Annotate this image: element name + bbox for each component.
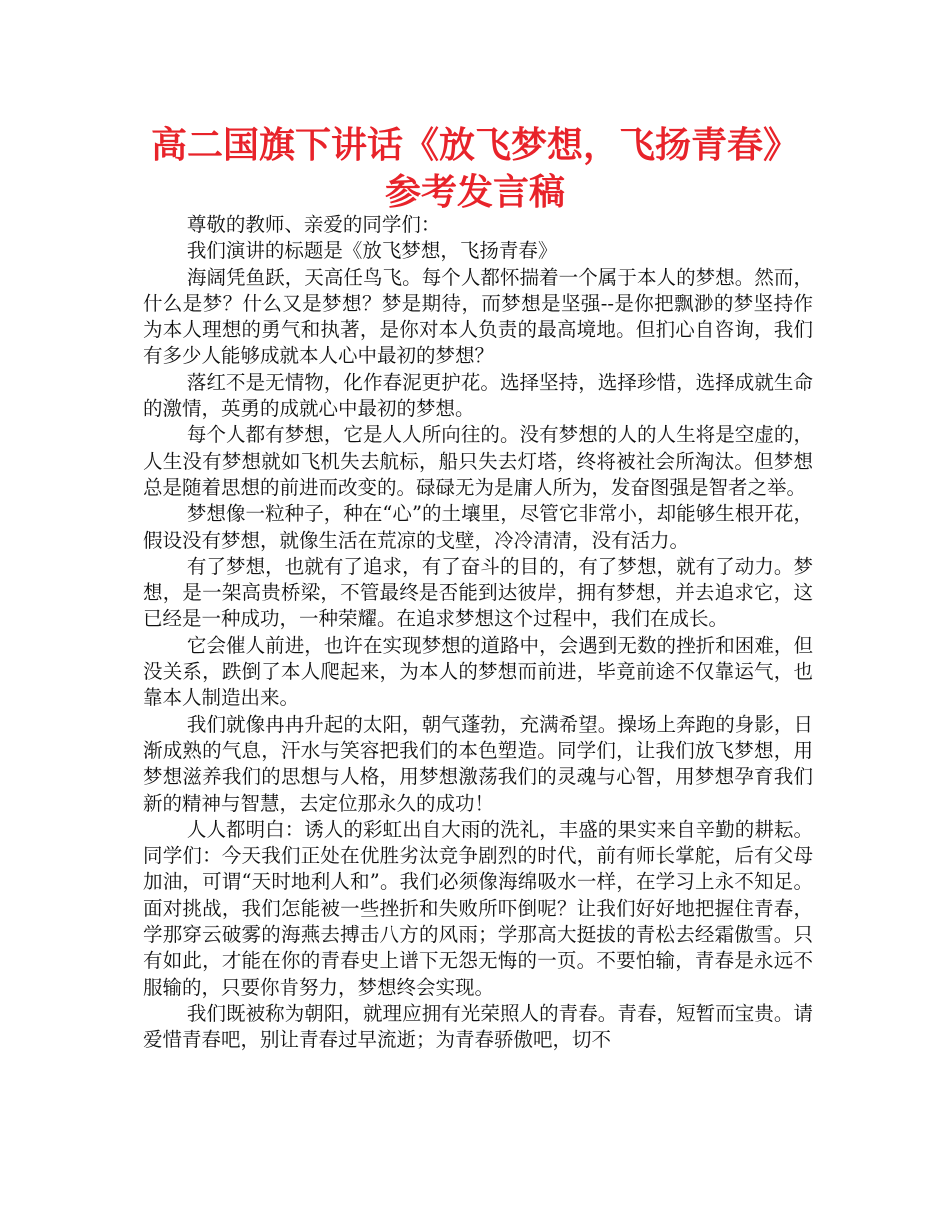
- body-paragraph: 梦想像一粒种子，种在“心”的土壤里，尽管它非常小，却能够生根开花，假设没有梦想，就像生活在荒凉的戈壁，冷冷清清，没有活力。: [143, 502, 813, 552]
- body-paragraph: 人人都明白：诱人的彩虹出自大雨的洗礼，丰盛的果实来自辛勤的耕耘。同学们：今天我们正处在优胜劣汰竞争剧烈的时代，前有师长掌舵，后有父母加油，可谓“天时地利人和”。我们必须像海绵吸水一样，在学习上永不知足。面对挑战，我们怎能被一些挫折和失败所吓倒呢？让我们好好地把握住青春，学那穿云破雾的海燕去搏击八方的风雨；学那高大挺拔的青松去经霜傲雪。只有如此，才能在你的青春史上谱下无怨无悔的一页。不要怕输，青春是永远不服输的，只要你肯努力，梦想终会实现。: [143, 817, 813, 999]
- speech-title-paragraph: 我们演讲的标题是《放飞梦想，飞扬青春》: [186, 239, 558, 263]
- body-paragraph: 我们既被称为朝阳，就理应拥有光荣照人的青春。青春，短暂而宝贵。请爱惜青春吧，别让青春过早流逝；为青春骄傲吧，切不: [143, 1001, 813, 1052]
- salutation-paragraph: 尊敬的教师、亲爱的同学们：: [186, 213, 441, 236]
- body-paragraph: 海阔凭鱼跃，天高任鸟飞。每个人都怀揣着一个属于本人的梦想。然而，什么是梦？什么又是梦想？梦是期待，而梦想是坚强--是你把飘渺的梦坚持作为本人理想的勇气和执著，是你对本人负责的最高境地。但扪心自咨询，我们有多少人能够成就本人心中最初的梦想？: [143, 265, 813, 368]
- body-paragraph: 它会催人前进，也许在实现梦想的道路中，会遇到无数的挫折和困难，但没关系，跌倒了本人爬起来，为本人的梦想而前进，毕竟前途不仅靠运气，也靠本人制造出来。: [143, 633, 813, 710]
- document-title-line-2: 参考发言稿: [384, 172, 565, 213]
- body-paragraph: 我们就像冉冉升起的太阳，朝气蓬勃，充满希望。操场上奔跑的身影，日渐成熟的气息，汗水与笑容把我们的本色塑造。同学们，让我们放飞梦想，用梦想滋养我们的思想与人格，用梦想激荡我们的灵魂与心智，用梦想孕育我们新的精神与智慧，去定位那永久的成功！: [143, 712, 813, 815]
- document-title-line-1: 高二国旗下讲话《放飞梦想，飞扬青春》: [150, 125, 799, 166]
- body-paragraph: 落红不是无情物，化作春泥更护花。选择坚持，选择珍惜，选择成就生命的激情，英勇的成就心中最初的梦想。: [143, 370, 813, 421]
- body-paragraph: 有了梦想，也就有了追求，有了奋斗的目的，有了梦想，就有了动力。梦想，是一架高贵桥梁，不管最终是否能到达彼岸，拥有梦想，并去追求它，这已经是一种成功，一种荣耀。在追求梦想这个过程中，我们在成长。: [143, 554, 813, 631]
- body-paragraph: 每个人都有梦想，它是人人所向往的。没有梦想的人的人生将是空虚的，人生没有梦想就如飞机失去航标，船只失去灯塔，终将被社会所淘汰。但梦想总是随着思想的前进而改变的。碌碌无为是庸人所为，发奋图强是智者之举。: [143, 423, 813, 499]
- document-body: [143, 212, 813, 1054]
